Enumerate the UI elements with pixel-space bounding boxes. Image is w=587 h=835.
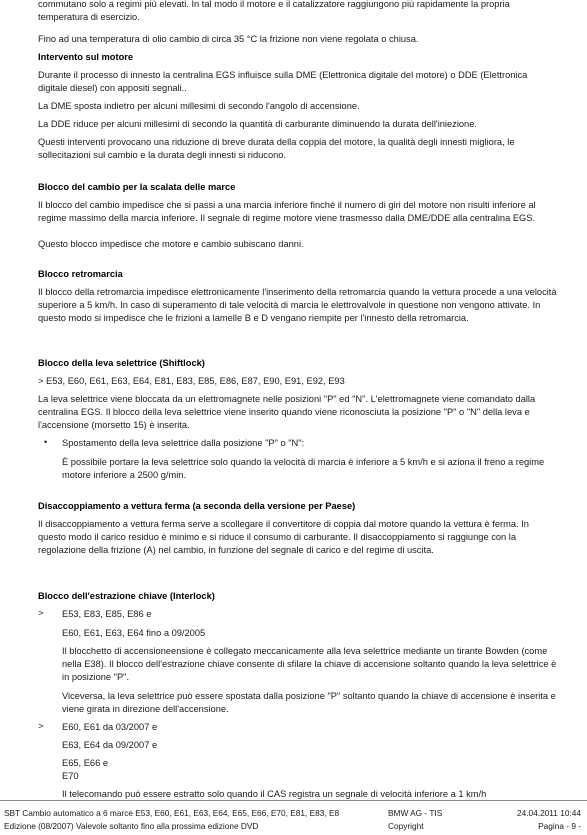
- footer-document-title: SBT Cambio automatico a 6 marce E53, E60, E61, E63, E64, E65, E66, E70, E81, E83, E8: [4, 808, 340, 818]
- footer-date-time: 24.04.2011 10:44: [517, 808, 581, 818]
- footer-page-number: Pagina - 9 -: [538, 821, 581, 831]
- model-marker-2: >: [38, 721, 44, 731]
- engine-paragraph-1: Durante il processo di innesto la centralina EGS influisce sulla DME (Elettronica digitale del motore) o DDE (Elettronica digitale diesel) con appositi segnali..: [38, 70, 528, 93]
- shiftlock-bullet-text: È possibile portare la leva selettrice solo quando la velocità di marcia è inferiore a 5 km/h e si aziona il freno a regime motore inferiore a 2500 g/min.: [62, 457, 545, 480]
- bullet-marker: •: [44, 437, 48, 447]
- model-marker-1: >: [38, 608, 44, 618]
- interlock-models-6: E70: [62, 771, 79, 781]
- top-paragraph: commutano solo a regimi più elevati. In tal modo il motore e il catalizzatore raggiungono più rapidamente la propria temperatura di esercizio.: [38, 0, 510, 22]
- engine-paragraph-3: La DDE riduce per alcuni millesimi di secondo la quantità di carburante diminuendo la durata dell'iniezione.: [38, 119, 477, 129]
- interlock-paragraph-1: Il blocchetto di accensioneensione è collegato meccanicamente alla leva selettrice mediante un tirante Bowden (come nella E38). Il blocco dell'estrazione chiave consente di sfilare la chiave di accensione soltanto quando la leva selettrice è in posizione "P".: [62, 646, 557, 682]
- footer-edition: Edizione (08/2007) Valevole soltanto fino alla prossima edizione DVD: [4, 821, 259, 831]
- decoupling-paragraph: Il disaccoppiamento a vettura ferma serve a scollegare il convertitore di coppia dal motore quando la vettura è ferma. In questo modo il carico residuo è minimo e si riduce il consumo di carburante. Il disaccoppiamento si raggiunge con la regolazione della frizione (A) nel cambio, in funzione del segnale di carico e del regime di uscita.: [38, 519, 529, 555]
- interlock-paragraph-2: Viceversa, la leva selettrice può essere spostata dalla posizione "P" soltanto quando la chiave di accensione è inserita e viene girata in direzione dell'accensione.: [62, 691, 556, 714]
- footer-publisher: BMW AG - TIS: [388, 808, 443, 818]
- engine-paragraph-2: La DME sposta indietro per alcuni millesimi di secondo l'angolo di accensione.: [38, 101, 360, 111]
- shiftlock-bullet: Spostamento della leva selettrice dalla posizione "P" o "N":: [62, 438, 305, 448]
- interlock-paragraph-3: Il telecomando può essere estratto solo quando il CAS registra un segnale di velocità inferiore a 1 km/h: [62, 789, 487, 799]
- oil-temp-paragraph: Fino ad una temperatura di olio cambio di circa 35 °C la frizione non viene regolata o chiusa.: [38, 34, 419, 44]
- section-title-downshift-lock: Blocco del cambio per la scalata delle marce: [38, 182, 236, 192]
- section-title-engine: Intervento sul motore: [38, 52, 134, 62]
- section-title-shiftlock: Blocco della leva selettrice (Shiftlock): [38, 358, 205, 368]
- shiftlock-models: > E53, E60, E61, E63, E64, E81, E83, E85, E86, E87, E90, E91, E92, E93: [38, 376, 345, 386]
- footer-copyright: Copyright: [388, 821, 424, 831]
- section-title-reverse-lock: Blocco retromarcia: [38, 269, 123, 279]
- downshift-paragraph-2: Questo blocco impedisce che motore e cambio subiscano danni.: [38, 239, 304, 249]
- interlock-models-1: E53, E83, E85, E86 e: [62, 609, 152, 619]
- interlock-models-2: E60, E61, E63, E64 fino a 09/2005: [62, 628, 206, 638]
- page-footer: [0, 800, 587, 835]
- shiftlock-paragraph: La leva selettrice viene bloccata da un elettromagnete nelle posizioni "P" ed "N". L'elettromagnete viene comandato dalla centralina EGS. Il blocco della leva selettrice viene inserito quando viene riconosciuta la posizione "P" o "N" della leva e l'accensione (morsetto 15) è inserita.: [38, 394, 536, 430]
- section-title-interlock: Blocco dell'estrazione chiave (Interlock): [38, 591, 215, 601]
- interlock-models-3: E60, E61 da 03/2007 e: [62, 722, 158, 732]
- reverse-paragraph: Il blocco della retromarcia impedisce elettronicamente l'inserimento della retromarcia quando la vettura procede a una velocità superiore a 5 km/h. In caso di superamento di tale velocità di marcia le elettrovalvole in questione non vengono attivate. In questo modo si impedisce che le frizioni a lamelle B e D vengano riempite per l'innesto della retromarcia.: [38, 287, 557, 323]
- section-title-standstill-decoupling: Disaccoppiamento a vettura ferma (a seconda della versione per Paese): [38, 501, 356, 511]
- interlock-models-5: E65, E66 e: [62, 758, 109, 768]
- interlock-models-4: E63, E64 da 09/2007 e: [62, 740, 158, 750]
- engine-paragraph-4: Questi interventi provocano una riduzione di breve durata della coppia del motore, la qualità degli innesti migliora, le sollecitazioni sul cambio e la durata degli innesti si riducono.: [38, 137, 515, 160]
- downshift-paragraph-1: Il blocco del cambio impedisce che si passi a una marcia inferiore finché il numero di giri del motore non risulti inferiore al regime massimo della marcia inferiore. Il segnale di regime motore viene trasmesso dalla DME/DDE alla centralina EGS.: [38, 200, 536, 223]
